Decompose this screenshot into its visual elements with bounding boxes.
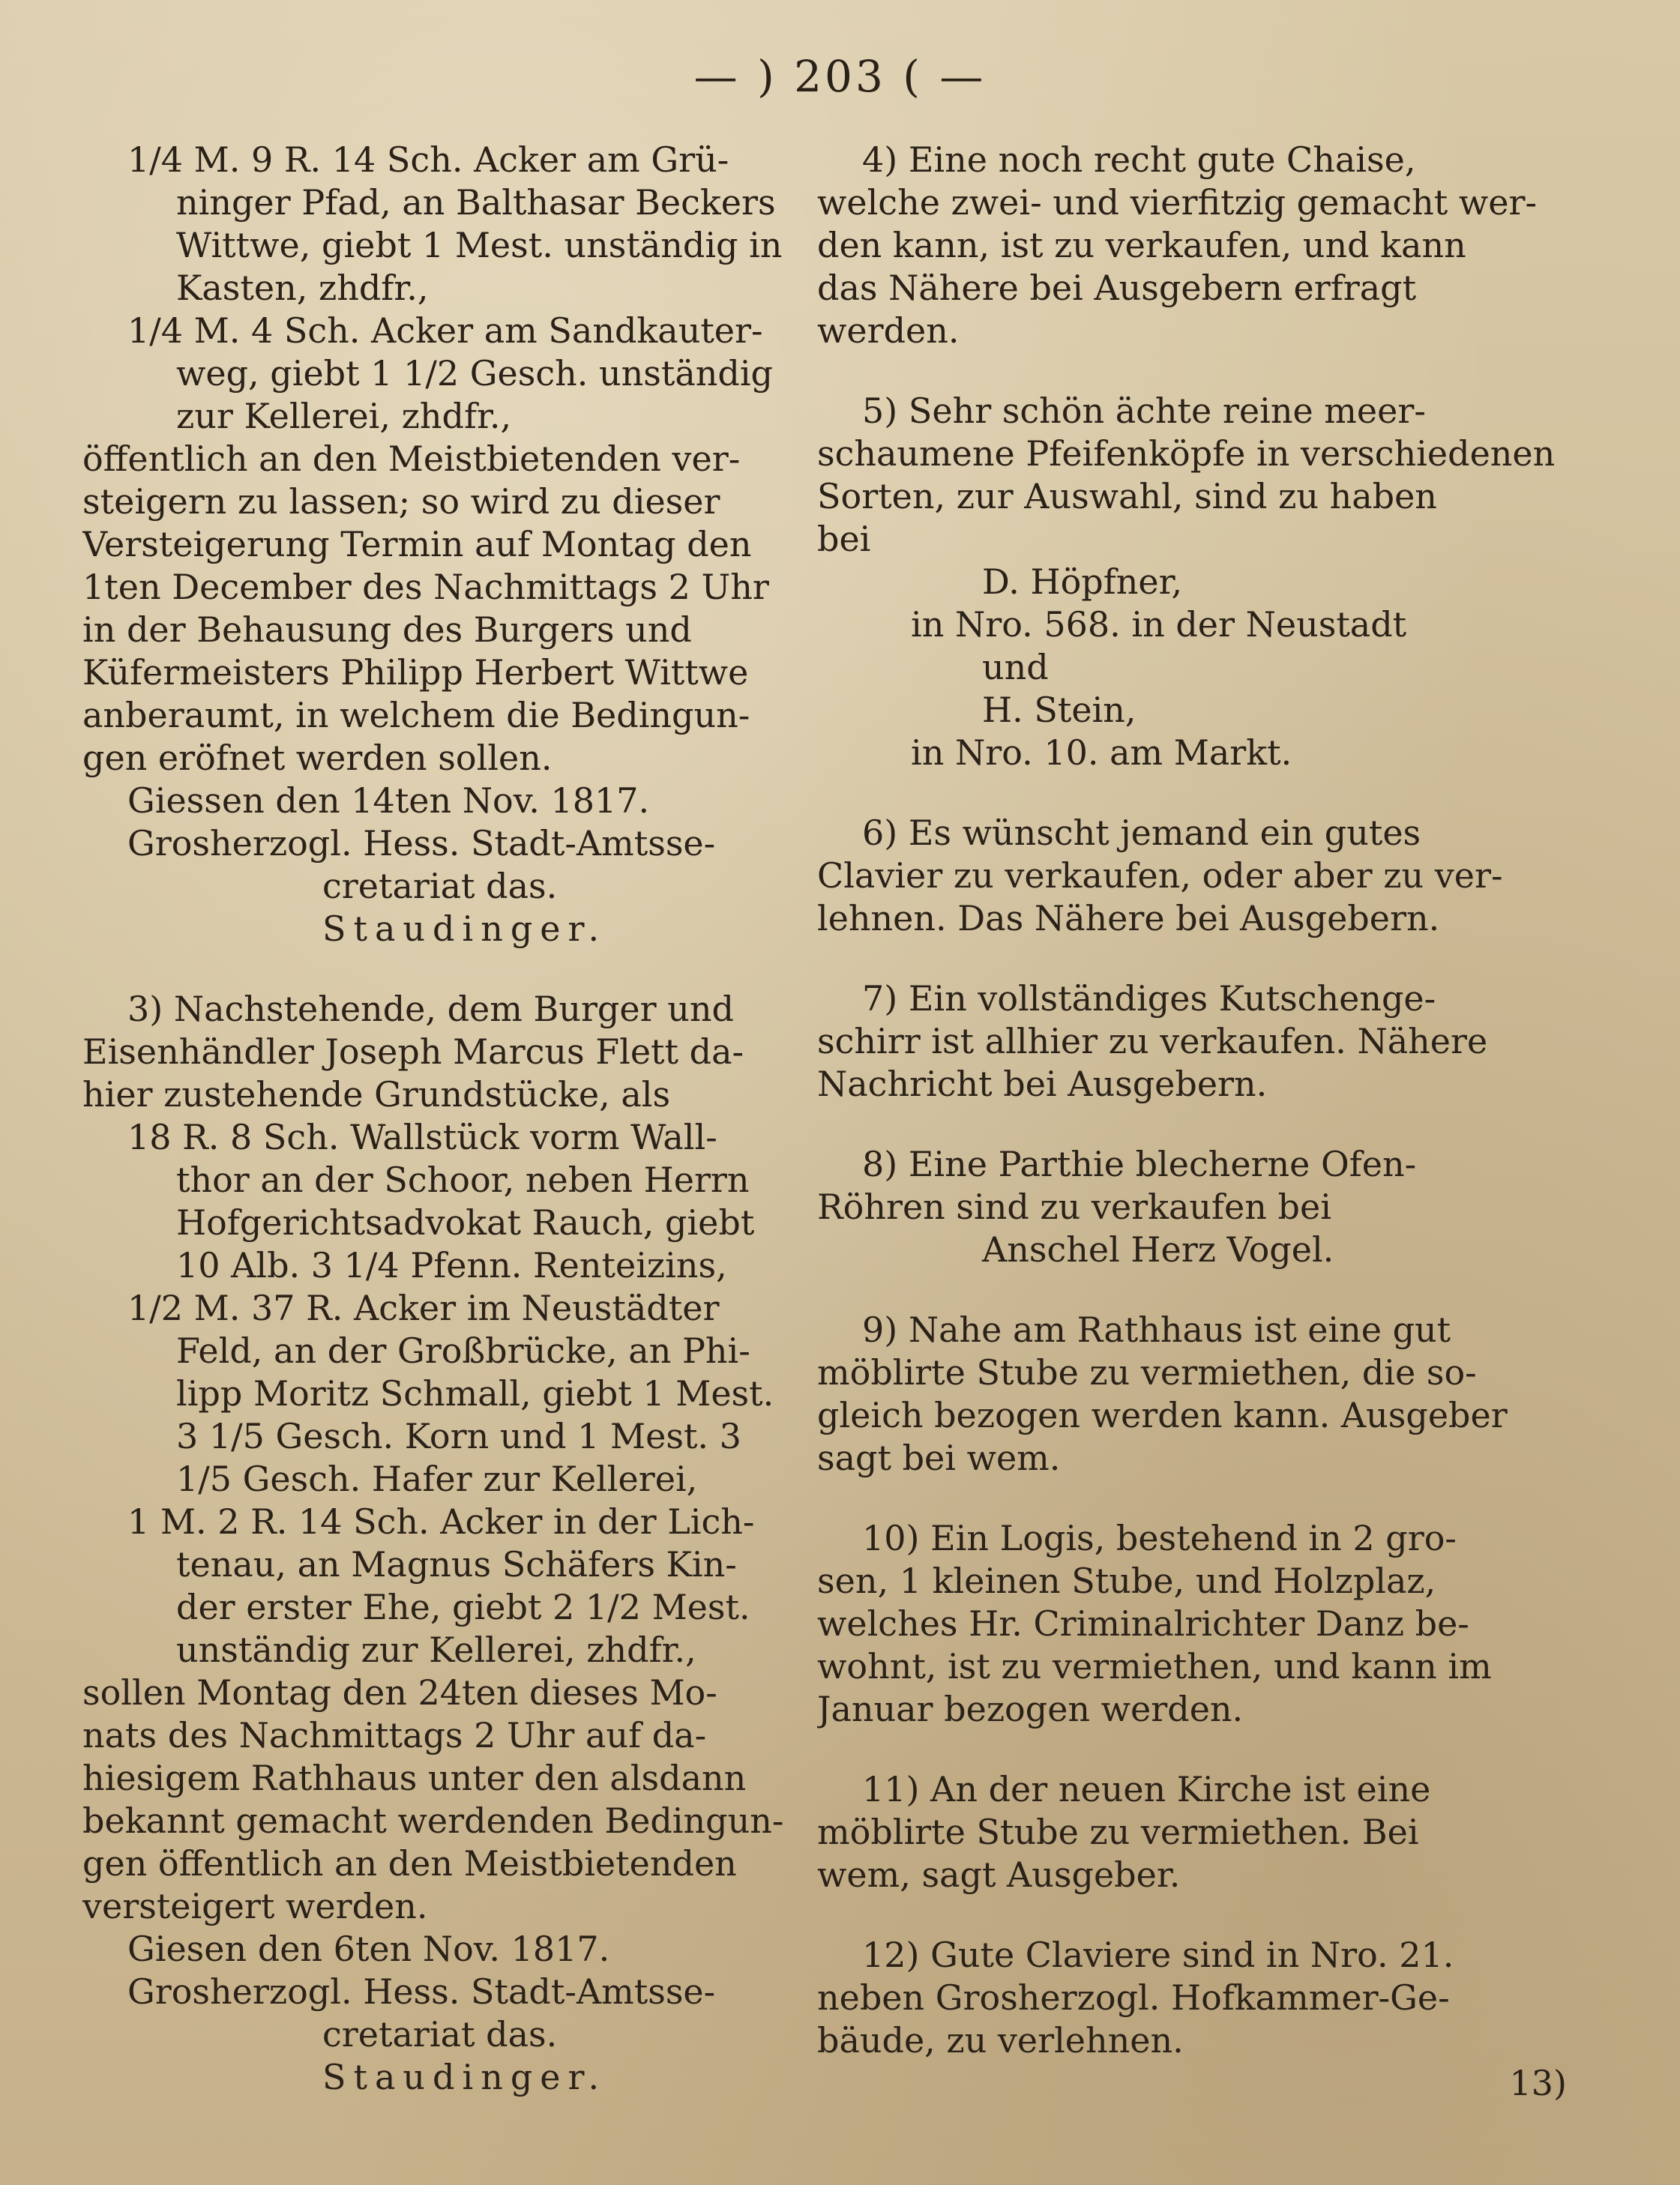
right-column-text-line: Anschel Herz Vogel. [982, 1229, 1334, 1270]
left-column-text-line: lipp Moritz Schmall, giebt 1 Mest. [176, 1373, 774, 1414]
right-column-text-line: welches Hr. Criminalrichter Danz be- [817, 1603, 1469, 1644]
left-column-text-line: bekannt gemacht werdenden Bedingun- [82, 1800, 784, 1841]
left-column-text-line: der erster Ehe, giebt 2 1/2 Mest. [176, 1587, 750, 1627]
left-column-text-line: weg, giebt 1 1/2 Gesch. unständig [176, 353, 773, 394]
right-column-text-line: und [982, 647, 1049, 687]
left-column-text-line: in der Behausung des Burgers und [82, 609, 692, 650]
left-column-text-line: zur Kellerei, zhdfr., [176, 396, 512, 436]
left-column-text-line: Staudinger. [322, 2057, 607, 2097]
left-column-text-line: Eisenhändler Joseph Marcus Flett da- [82, 1031, 744, 1072]
left-column-text-line: hiesigem Rathhaus unter den alsdann [82, 1758, 747, 1798]
right-column-text-line: sen, 1 kleinen Stube, und Holzplaz, [817, 1561, 1436, 1601]
left-column-text-line: unständig zur Kellerei, zhdfr., [176, 1630, 696, 1670]
right-column-text-line: Sorten, zur Auswahl, sind zu haben [817, 476, 1437, 516]
left-column-text-line: steigern zu lassen; so wird zu dieser [82, 481, 720, 522]
left-column-text-line: 1/4 M. 4 Sch. Acker am Sandkauter- [127, 310, 763, 351]
left-column-text-line: 3) Nachstehende, dem Burger und [127, 989, 734, 1029]
left-column-text-line: Giesen den 6ten Nov. 1817. [127, 1929, 610, 1969]
left-column-text-line: 1/4 M. 9 R. 14 Sch. Acker am Grü- [127, 139, 729, 180]
right-column-text-line: den kann, ist zu verkaufen, und kann [817, 225, 1466, 265]
left-column-text-line: cretariat das. [322, 2014, 558, 2055]
left-column-text-line: 1/2 M. 37 R. Acker im Neustädter [127, 1288, 720, 1328]
right-column-text-line: 5) Sehr schön ächte reine meer- [862, 391, 1426, 431]
right-column-text-line: schirr ist allhier zu verkaufen. Nähere [817, 1021, 1488, 1061]
right-column-text-line: Clavier zu verkaufen, oder aber zu ver- [817, 855, 1503, 896]
left-column-text-line: gen eröfnet werden sollen. [82, 738, 553, 778]
right-column-text-line: bei [817, 519, 871, 559]
left-column-text-line: sollen Montag den 24ten dieses Mo- [82, 1672, 717, 1713]
left-column-text-line: nats des Nachmittags 2 Uhr auf da- [82, 1715, 707, 1755]
right-column-text-line: Januar bezogen werden. [817, 1689, 1244, 1729]
left-column-text-line: 1/5 Gesch. Hafer zur Kellerei, [176, 1459, 698, 1499]
left-column-text-line: 3 1/5 Gesch. Korn und 1 Mest. 3 [176, 1416, 741, 1456]
left-column-text-line: Staudinger. [322, 908, 607, 949]
right-column-paragraph-gap [817, 1896, 1567, 1934]
right-column-text-line: gleich bezogen werden kann. Ausgeber [817, 1395, 1508, 1435]
left-column-text-line: Versteigerung Termin auf Montag den [82, 524, 752, 564]
left-column-text-line: 18 R. 8 Sch. Wallstück vorm Wall- [127, 1117, 717, 1157]
left-column-text-line: cretariat das. [322, 866, 558, 906]
right-column-paragraph-gap [817, 774, 1567, 812]
right-column-text-line: 11) An der neuen Kirche ist eine [862, 1769, 1431, 1809]
left-column-text-line: Grosherzogl. Hess. Stadt-Amtsse- [127, 1971, 716, 2012]
left-column-paragraph-gap [82, 950, 802, 988]
left-column-text-line: tenau, an Magnus Schäfers Kin- [176, 1544, 737, 1585]
left-column-text-line: Feld, an der Großbrücke, an Phi- [176, 1330, 750, 1371]
left-column-text-line: thor an der Schoor, neben Herrn [176, 1160, 750, 1200]
right-column-text-line: 9) Nahe am Rathhaus ist eine gut [862, 1310, 1451, 1350]
right-column-text-line: das Nähere bei Ausgebern erfragt [817, 268, 1417, 308]
right-column-text-line: 13) [1509, 2063, 1567, 2103]
right-column-text-line: 8) Eine Parthie blecherne Ofen- [862, 1144, 1417, 1184]
right-column-text-line: bäude, zu verlehnen. [817, 2020, 1184, 2061]
right-column-text-line: werden. [817, 310, 960, 351]
right-column-text-line: möblirte Stube zu vermiethen, die so- [817, 1352, 1477, 1393]
page-number-header: — ) 203 ( — [693, 51, 987, 102]
left-column-text-line: gen öffentlich an den Meistbietenden [82, 1843, 737, 1884]
right-column-text-line: 7) Ein vollständiges Kutschenge- [862, 978, 1436, 1019]
right-column-text-line: H. Stein, [982, 690, 1136, 730]
right-column-paragraph-gap [817, 1271, 1567, 1309]
right-column-paragraph-gap [817, 1480, 1567, 1517]
right-column-text-line: wohnt, ist zu vermiethen, und kann im [817, 1646, 1492, 1687]
right-column-text-line: D. Höpfner, [982, 561, 1183, 602]
right-column-text-line: 4) Eine noch recht gute Chaise, [862, 139, 1416, 180]
left-column-text-line: Küfermeisters Philipp Herbert Wittwe [82, 652, 749, 693]
left-column-text-line: 1ten December des Nachmittags 2 Uhr [82, 567, 769, 607]
left-column-text-line: anberaumt, in welchem die Bedingun- [82, 695, 750, 735]
right-column [817, 139, 1567, 2105]
left-column-text-line: versteigert werden. [82, 1886, 428, 1926]
left-column-text-line: öffentlich an den Meistbietenden ver- [82, 438, 741, 479]
right-column-text-line: in Nro. 568. in der Neustadt [911, 604, 1407, 645]
right-column-text-line: schaumene Pfeifenköpfe in verschiedenen [817, 433, 1556, 474]
right-column-paragraph-gap [817, 940, 1567, 977]
left-column-text-line: Hofgerichtsadvokat Rauch, giebt [176, 1202, 755, 1243]
right-column-text-line: neben Grosherzogl. Hofkammer-Ge- [817, 1977, 1450, 2018]
right-column-text-line: 10) Ein Logis, bestehend in 2 gro- [862, 1518, 1457, 1558]
left-column-text-line: Giessen den 14ten Nov. 1817. [127, 780, 650, 821]
right-column-text-line: in Nro. 10. am Markt. [911, 732, 1292, 773]
right-column-text-line: Röhren sind zu verkaufen bei [817, 1187, 1331, 1227]
left-column-text-line: Grosherzogl. Hess. Stadt-Amtsse- [127, 823, 716, 864]
right-column-text-line: welche zwei- und vierfitzig gemacht wer- [817, 182, 1538, 223]
right-column-text-line: möblirte Stube zu vermiethen. Bei [817, 1812, 1419, 1852]
left-column-text-line: 1 M. 2 R. 14 Sch. Acker in der Lich- [127, 1501, 755, 1542]
left-column-text-line: ninger Pfad, an Balthasar Beckers [176, 182, 776, 223]
right-column-paragraph-gap [817, 352, 1567, 390]
right-column-text-line: Nachricht bei Ausgebern. [817, 1064, 1268, 1104]
right-column-paragraph-gap [817, 1731, 1567, 1768]
right-column-text-line: lehnen. Das Nähere bei Ausgebern. [817, 898, 1440, 938]
right-column-paragraph-gap [817, 1106, 1567, 1143]
left-column-text-line: Kasten, zhdfr., [176, 268, 429, 308]
left-column-text-line: 10 Alb. 3 1/4 Pfenn. Renteizins, [176, 1245, 727, 1286]
left-column [82, 139, 802, 2099]
right-column-text-line: wem, sagt Ausgeber. [817, 1854, 1181, 1895]
left-column-text-line: Wittwe, giebt 1 Mest. unständig in [176, 225, 783, 265]
right-column-text-line: sagt bei wem. [817, 1438, 1061, 1478]
right-column-text-line: 6) Es wünscht jemand ein gutes [862, 813, 1421, 853]
left-column-text-line: hier zustehende Grundstücke, als [82, 1074, 671, 1115]
right-column-text-line: 12) Gute Claviere sind in Nro. 21. [862, 1935, 1454, 1975]
